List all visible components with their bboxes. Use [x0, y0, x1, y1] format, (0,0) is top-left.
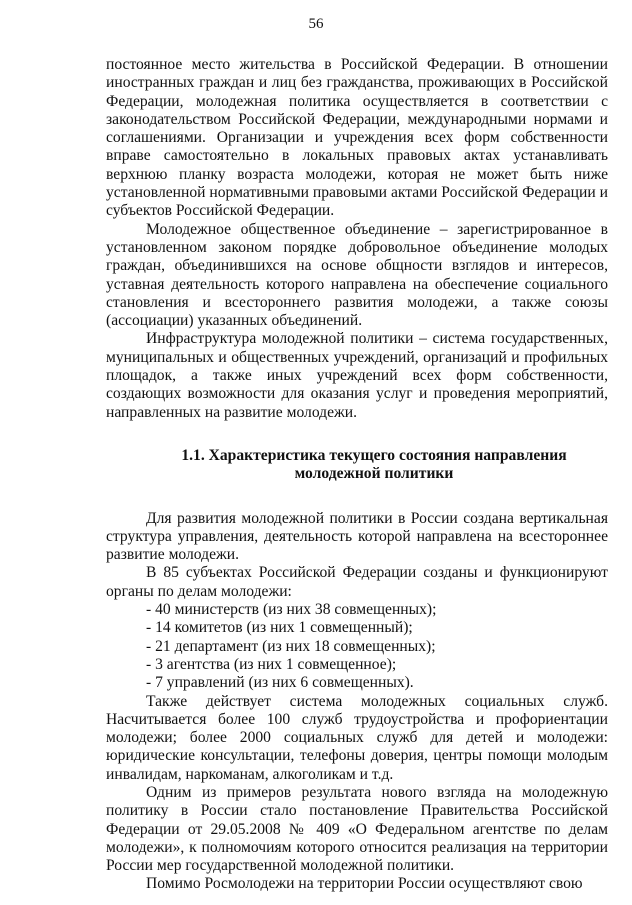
- paragraph-social-services: Также действует система молодежных социальных служб. Насчитывается более 100 служб трудоустройства и профориентации молодежи; более 2000 социальных служб для детей и молодежи: юридические консультации, телефоны доверия, центры помощи молодым инвалидам, наркоманам, алкоголикам и т.д.: [106, 692, 608, 783]
- list-item: - 40 министерств (из них 38 совмещенных);: [146, 601, 437, 619]
- list-item: - 14 комитетов (из них 1 совмещенный);: [146, 619, 413, 637]
- list-item: - 21 департамент (из них 18 совмещенных);: [146, 637, 436, 655]
- paragraph-regional-bodies: В 85 субъектах Российской Федерации созданы и функционируют органы по делам молодежи:: [106, 564, 608, 600]
- section-heading: 1.1. Характеристика текущего состояния направления молодежной политики: [181, 446, 567, 483]
- paragraph-vertical-structure: Для развития молодежной политики в России создана вертикальная структура управления, деятельность которой направлена на всестороннее развитие молодежи.: [106, 509, 608, 564]
- paragraph-youth-association: Молодежное общественное объединение – зарегистрированное в установленном законом порядке добровольное объединение молодых граждан, объединившихся на основе общности взглядов и интересов, уставная деятельность которого направлена на обеспечение социального становления и всестороннего развития молодежи, а также союзы (ассоциации) указанных объединений.: [106, 220, 608, 330]
- paragraph-rosmolodezh: Помимо Росмолодежи на территории России осуществляют свою: [146, 875, 583, 893]
- bodies-list: [106, 601, 608, 692]
- list-item: - 7 управлений (из них 6 совмещенных).: [146, 674, 414, 692]
- list-item: - 3 агентства (из них 1 совмещенное);: [146, 655, 397, 673]
- document-body: [106, 56, 608, 894]
- page-number: 56: [308, 16, 324, 32]
- paragraph-residence: постоянное место жительства в Российской Федерации. В отношении иностранных граждан и лиц без гражданства, проживающих в Российской Федерации, молодежная политика осуществляется в соответствии с законодательством Российской Федерации, международными нормами и соглашениями. Организации и учреждения всех форм собственности вправе самостоятельно в локальных правовых актах устанавливать верхнюю планку возраста молодежи, которая не может быть ниже установленной нормативными правовыми актами Российской Федерации и субъектов Российской Федерации.: [106, 56, 608, 220]
- paragraph-infrastructure: Инфраструктура молодежной политики – система государственных, муниципальных и общественных учреждений, организаций и профильных площадок, а также иных учреждений всех форм собственности, создающих возможности для оказания услуг и проведения мероприятий, направленных на развитие молодежи.: [106, 330, 608, 421]
- paragraph-government-decree: Одним из примеров результата нового взгляда на молодежную политику в России стало постановление Правительства Российской Федерации от 29.05.2008 № 409 «О Федеральном агентстве по делам молодежи», к полномочиям которого относится реализация на территории России мер государственной молодежной политики.: [106, 783, 608, 875]
